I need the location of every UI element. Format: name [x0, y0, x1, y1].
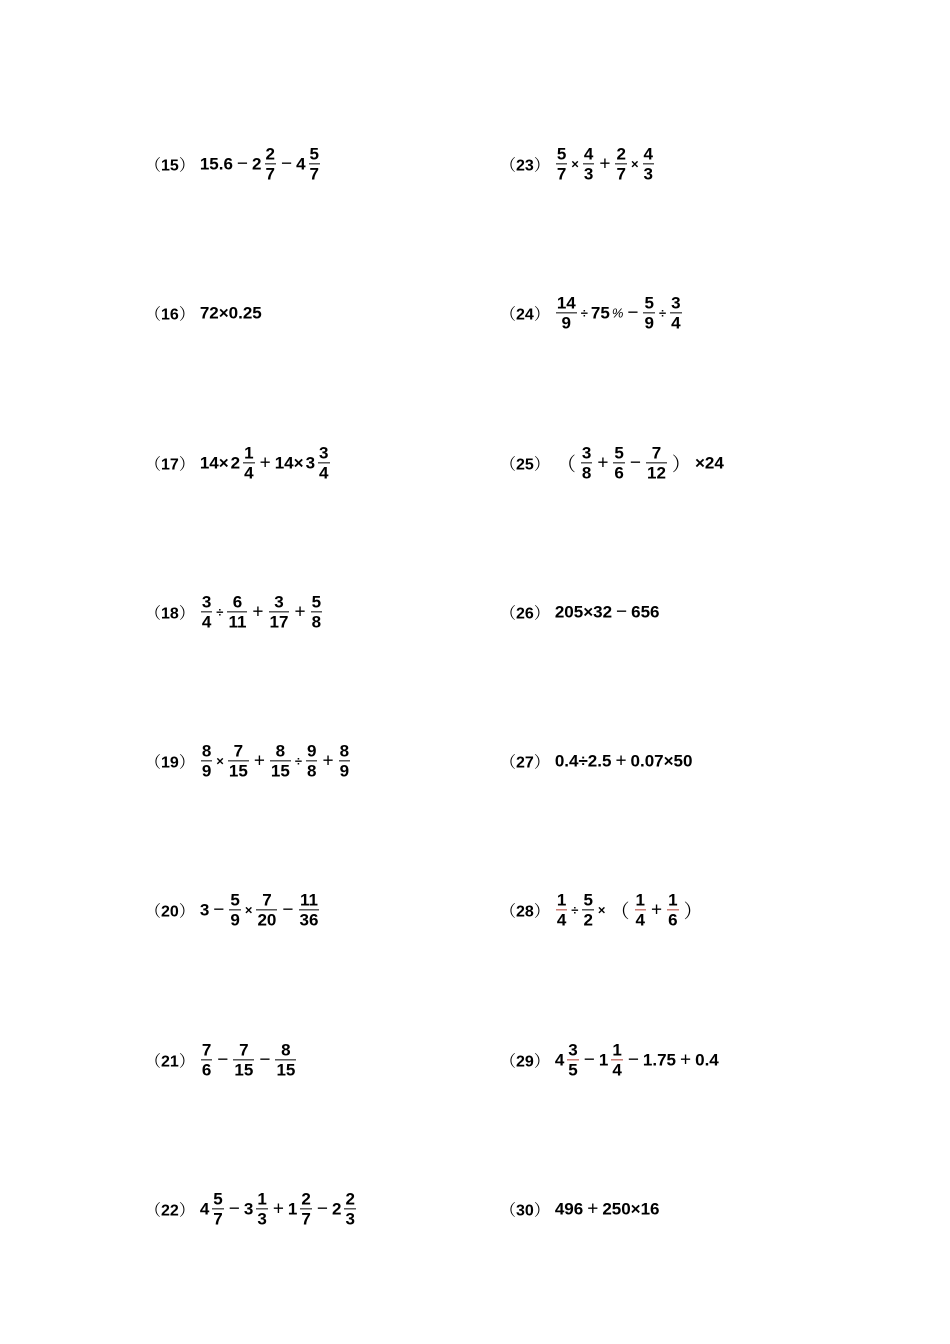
numerator: 1 — [556, 890, 567, 910]
fraction — [228, 742, 249, 779]
problem-26 — [500, 601, 661, 624]
fraction — [212, 1190, 223, 1227]
fraction — [318, 444, 329, 481]
operator: ÷ — [571, 902, 579, 918]
denominator: 36 — [299, 910, 319, 930]
problem-number: （17） — [145, 456, 195, 474]
operator: + — [272, 1197, 284, 1219]
operator: × — [597, 902, 606, 918]
problem-number-value: 15 — [161, 157, 179, 175]
operator: + — [615, 750, 627, 771]
problem-number-value: 17 — [161, 456, 179, 474]
numerator: 14 — [556, 293, 576, 313]
mixed-number — [251, 145, 278, 182]
expression-text: 72×0.25 — [199, 303, 262, 322]
numerator: 7 — [239, 1040, 249, 1060]
denominator: 8 — [581, 463, 592, 483]
problem-number: （28） — [500, 903, 550, 921]
expression-text: 205×32 — [554, 602, 613, 621]
denominator: 7 — [213, 1209, 223, 1229]
denominator: 9 — [230, 910, 240, 930]
fraction — [646, 444, 667, 481]
mixed-number — [305, 444, 332, 481]
parenthesis: （ — [556, 454, 576, 476]
whole-part: 3 — [305, 452, 316, 472]
numerator: 3 — [671, 293, 681, 313]
problem-number: （25） — [500, 456, 550, 474]
fraction — [643, 294, 654, 331]
expression-text: 496 — [554, 1199, 584, 1218]
problem-number: （23） — [500, 157, 550, 175]
expression-text: 14× — [199, 452, 229, 472]
problem-17 — [145, 444, 332, 481]
numerator: 11 — [299, 890, 318, 910]
problem-number-value: 20 — [161, 903, 179, 921]
fraction — [201, 593, 212, 630]
fraction — [299, 891, 320, 928]
numerator: 3 — [319, 443, 329, 463]
denominator: 2 — [583, 910, 593, 930]
denominator: 4 — [556, 910, 567, 930]
denominator: 7 — [309, 164, 320, 184]
operator: + — [253, 749, 265, 771]
problem-number: （16） — [145, 306, 195, 324]
whole-part: 2 — [331, 1198, 342, 1218]
fraction — [309, 145, 320, 182]
denominator: 17 — [269, 612, 289, 632]
fraction — [583, 145, 594, 182]
problem-number-value: 23 — [516, 157, 534, 175]
mixed-number — [295, 145, 322, 182]
fraction — [643, 145, 654, 182]
problem-29 — [500, 1041, 720, 1078]
numerator: 8 — [339, 741, 350, 761]
numerator: 4 — [583, 144, 594, 164]
operator: − — [316, 1197, 328, 1219]
fraction — [300, 1190, 311, 1227]
problem-number-value: 26 — [516, 605, 534, 623]
problem-27 — [500, 750, 693, 773]
numerator: 1 — [257, 1189, 267, 1209]
denominator: 4 — [612, 1060, 622, 1080]
numerator: 9 — [306, 741, 317, 761]
denominator: 9 — [644, 313, 654, 333]
operator: − — [259, 1048, 271, 1070]
problem-number-value: 30 — [516, 1202, 534, 1220]
problem-number: （22） — [145, 1202, 195, 1220]
numerator: 1 — [668, 890, 678, 910]
denominator: 8 — [311, 612, 322, 632]
numerator: 1 — [244, 443, 254, 463]
expression-text: 250×16 — [602, 1199, 660, 1218]
fraction — [613, 444, 624, 481]
operator: + — [252, 600, 264, 622]
problem-23 — [500, 145, 656, 182]
numerator: 7 — [233, 741, 244, 761]
fraction — [635, 891, 646, 928]
mixed-number — [598, 1041, 625, 1078]
operator: − — [629, 451, 641, 473]
mixed-number — [230, 444, 257, 481]
fraction — [265, 145, 276, 182]
operator: ÷ — [294, 753, 302, 769]
problem-number-value: 27 — [516, 754, 534, 772]
numerator: 1 — [612, 1040, 622, 1060]
expression-text: 15.6 — [199, 153, 233, 173]
expression-text: ×24 — [694, 452, 724, 472]
fraction — [201, 742, 212, 779]
denominator: 6 — [201, 1060, 212, 1080]
problem-number: （30） — [500, 1202, 550, 1220]
denominator: 3 — [257, 1209, 267, 1229]
fraction — [256, 1190, 267, 1227]
operator: − — [236, 152, 249, 174]
numerator: 5 — [311, 592, 322, 612]
fraction — [270, 742, 291, 779]
operator: ÷ — [216, 604, 224, 620]
operator: + — [650, 898, 663, 920]
numerator: 2 — [345, 1189, 355, 1209]
whole-part: 1 — [287, 1198, 298, 1218]
numerator: 2 — [616, 144, 626, 164]
denominator: 4 — [244, 463, 254, 483]
operator: × — [571, 156, 579, 172]
operator: × — [216, 753, 224, 769]
denominator: 15 — [276, 1060, 296, 1080]
denominator: 3 — [583, 164, 594, 184]
denominator: 12 — [647, 463, 666, 483]
fraction — [243, 444, 254, 481]
operator: − — [583, 1048, 595, 1070]
fraction — [275, 1041, 296, 1078]
operator: ÷ — [580, 305, 588, 321]
fraction — [256, 891, 277, 928]
whole-part: 4 — [296, 153, 306, 173]
denominator: 20 — [257, 910, 277, 930]
mixed-number — [199, 1190, 226, 1227]
numerator: 3 — [568, 1040, 578, 1060]
whole-part: 1 — [598, 1049, 609, 1069]
numerator: 3 — [581, 443, 592, 463]
numerator: 5 — [644, 293, 654, 313]
fraction — [556, 294, 577, 331]
denominator: 6 — [668, 910, 678, 930]
fraction — [229, 891, 240, 928]
expression-text: 0.4 — [695, 1049, 719, 1069]
expression-text: 14× — [274, 452, 304, 472]
numerator: 7 — [201, 1040, 212, 1060]
fraction — [306, 742, 317, 779]
fraction — [344, 1190, 355, 1227]
denominator: 9 — [201, 761, 212, 781]
fraction — [670, 294, 681, 331]
numerator: 5 — [213, 1189, 223, 1209]
numerator: 2 — [301, 1189, 311, 1209]
problem-number: （21） — [145, 1053, 195, 1071]
numerator: 5 — [309, 144, 320, 164]
operator: ÷ — [658, 305, 667, 321]
numerator: 8 — [281, 1040, 291, 1060]
numerator: 6 — [232, 592, 243, 612]
operator: + — [587, 1198, 599, 1219]
operator: + — [599, 152, 611, 174]
problem-22 — [145, 1190, 358, 1227]
expression-text: 0.4÷2.5 — [554, 751, 612, 770]
denominator: 15 — [270, 761, 290, 781]
numerator: 3 — [201, 592, 212, 612]
mixed-number — [331, 1190, 358, 1227]
expression-text: 75 — [590, 302, 610, 322]
fraction — [556, 891, 567, 928]
fraction — [269, 593, 290, 630]
operator: × — [630, 156, 639, 172]
fraction — [667, 891, 678, 928]
problem-number: （27） — [500, 754, 550, 772]
denominator: 6 — [614, 463, 624, 483]
operator: − — [627, 301, 639, 323]
denominator: 8 — [306, 761, 317, 781]
problem-20 — [145, 891, 321, 928]
problem-number: （20） — [145, 903, 195, 921]
mixed-number — [554, 1041, 581, 1078]
fraction — [339, 742, 350, 779]
numerator: 5 — [614, 443, 624, 463]
operator: − — [616, 601, 628, 622]
numerator: 4 — [643, 144, 653, 164]
denominator: 15 — [234, 1060, 254, 1080]
problem-number: （24） — [500, 306, 550, 324]
expression-text: 1.75 — [642, 1049, 677, 1069]
problem-number-value: 16 — [161, 306, 179, 324]
denominator: 4 — [635, 910, 645, 930]
fraction — [311, 593, 322, 630]
percent-sign: % — [611, 305, 624, 321]
denominator: 7 — [556, 164, 567, 184]
parenthesis: （ — [610, 901, 630, 923]
fraction — [581, 444, 592, 481]
whole-part: 3 — [243, 1198, 254, 1218]
parenthesis: ） — [683, 901, 703, 923]
mixed-number — [287, 1190, 314, 1227]
problem-number-value: 18 — [161, 605, 179, 623]
operator: − — [280, 152, 293, 174]
operator: − — [228, 1197, 240, 1219]
numerator: 2 — [265, 144, 275, 164]
fraction — [556, 145, 567, 182]
operator: + — [597, 451, 609, 473]
problem-number-value: 25 — [516, 456, 534, 474]
denominator: 9 — [561, 313, 572, 333]
fraction — [615, 145, 626, 182]
parenthesis: ） — [671, 454, 691, 476]
numerator: 3 — [274, 592, 284, 612]
operator: − — [213, 898, 225, 920]
operator: × — [244, 902, 253, 918]
denominator: 7 — [616, 164, 626, 184]
problem-24 — [500, 294, 684, 331]
numerator: 7 — [262, 890, 272, 910]
fraction — [567, 1041, 578, 1078]
denominator: 4 — [201, 612, 212, 632]
denominator: 11 — [228, 612, 247, 632]
problem-number: （29） — [500, 1053, 550, 1071]
denominator: 9 — [339, 761, 350, 781]
numerator: 5 — [230, 890, 240, 910]
problem-18 — [145, 593, 324, 630]
fraction — [227, 593, 247, 630]
fraction — [201, 1041, 212, 1078]
problem-30 — [500, 1198, 661, 1221]
denominator: 7 — [265, 164, 275, 184]
problem-number: （15） — [145, 157, 195, 175]
problem-number-value: 28 — [516, 903, 534, 921]
whole-part: 4 — [554, 1049, 565, 1069]
problem-number-value: 19 — [161, 754, 179, 772]
numerator: 8 — [275, 741, 286, 761]
numerator: 5 — [583, 890, 593, 910]
numerator: 1 — [635, 890, 645, 910]
operator: + — [294, 600, 306, 622]
fraction — [582, 891, 593, 928]
problem-number: （26） — [500, 605, 550, 623]
whole-part: 2 — [252, 153, 262, 173]
operator: − — [217, 1048, 229, 1070]
problem-16 — [145, 302, 263, 325]
operator: + — [680, 1048, 692, 1070]
problem-number-value: 21 — [161, 1053, 179, 1071]
denominator: 3 — [345, 1209, 355, 1229]
problem-number-value: 24 — [516, 306, 534, 324]
problem-25 — [500, 444, 725, 481]
whole-part: 2 — [230, 452, 241, 472]
fraction — [611, 1041, 622, 1078]
denominator: 4 — [319, 463, 329, 483]
numerator: 7 — [651, 443, 662, 463]
denominator: 3 — [643, 164, 653, 184]
problem-28 — [500, 891, 706, 928]
operator: + — [259, 451, 271, 473]
problem-21 — [145, 1041, 298, 1078]
numerator: 5 — [556, 144, 567, 164]
fraction — [233, 1041, 254, 1078]
problem-15 — [145, 145, 322, 182]
expression-text: 3 — [199, 899, 210, 919]
denominator: 7 — [301, 1209, 311, 1229]
whole-part: 4 — [199, 1198, 210, 1218]
problem-number-value: 22 — [161, 1202, 179, 1220]
denominator: 4 — [671, 313, 681, 333]
mixed-number — [243, 1190, 270, 1227]
problem-19 — [145, 742, 352, 779]
problem-number: （19） — [145, 754, 195, 772]
operator: + — [322, 749, 334, 771]
problem-number-value: 29 — [516, 1053, 534, 1071]
expression-text: 0.07×50 — [630, 751, 693, 770]
denominator: 15 — [228, 761, 248, 781]
operator: − — [282, 898, 294, 920]
operator: − — [627, 1048, 639, 1070]
problem-number: （18） — [145, 605, 195, 623]
denominator: 5 — [568, 1060, 578, 1080]
expression-text: 656 — [631, 602, 660, 621]
numerator: 8 — [201, 741, 212, 761]
